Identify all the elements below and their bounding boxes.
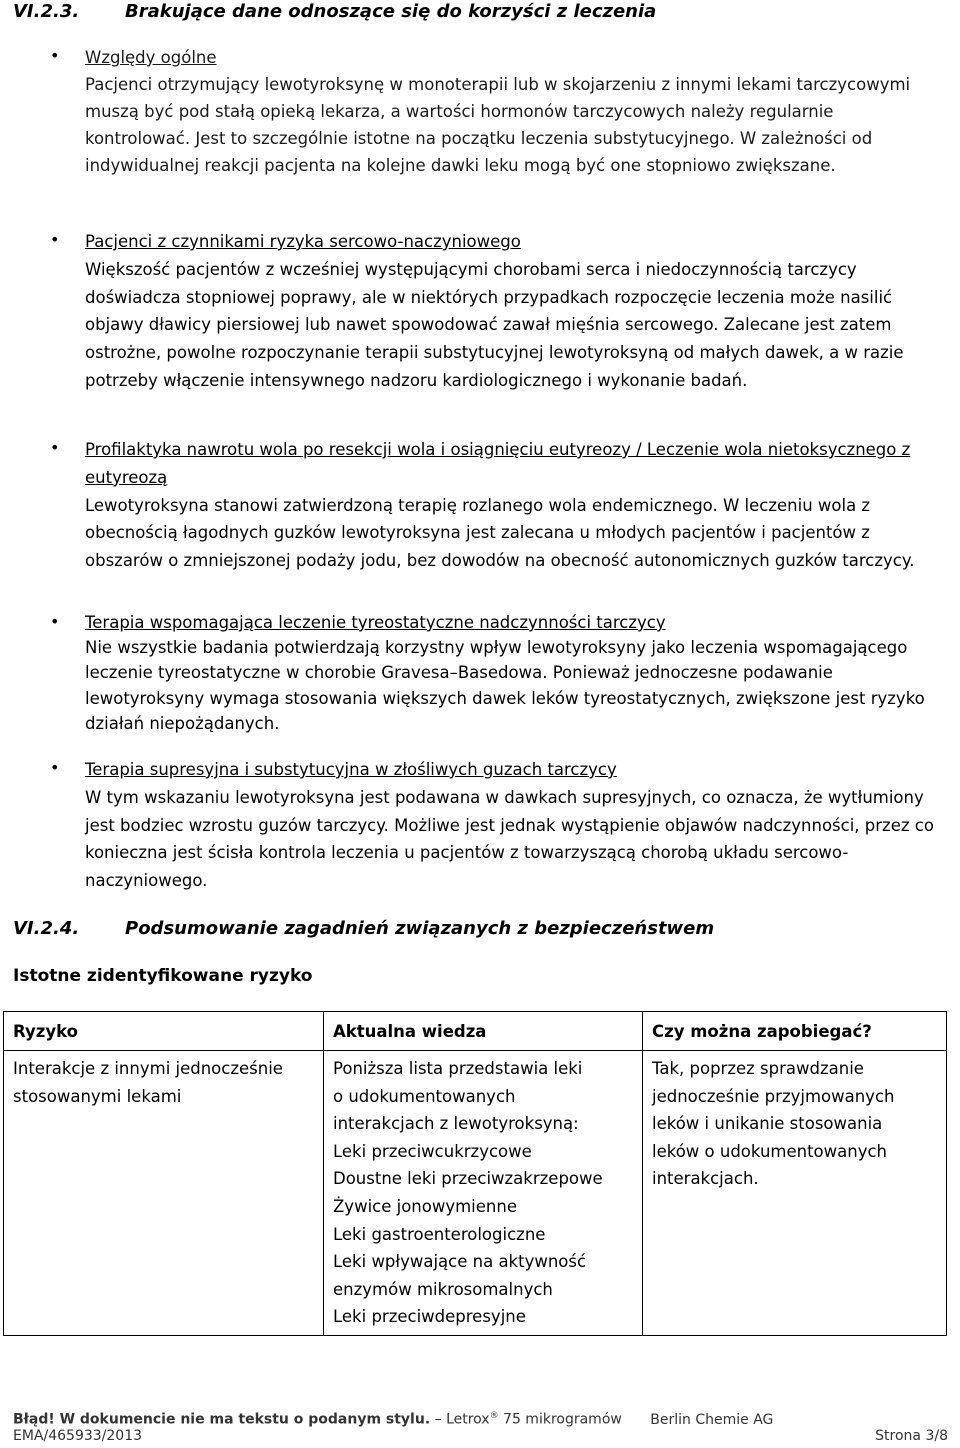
cell-line: interakcjach z lewotyroksyną:	[333, 1114, 579, 1134]
footer-line-2	[13, 1428, 948, 1444]
cell-line: Leki gastroenterologiczne	[333, 1224, 546, 1244]
bullet-heading: Terapia supresyjna i substytucyjna w złośliwych guzach tarczycy	[85, 760, 617, 779]
bullet-text: W tym wskazaniu lewotyroksyna jest podawana w dawkach supresyjnych, co oznacza, że wytłumiony jest bodziec wzrostu guzów tarczycy. Możliwe jest jednak wystąpienie objawów nadczynności, przez co konieczna jest ścisła kontrola leczenia u pacjentów z towarzyszącą chorobą układu sercowo-naczyniowego.	[85, 787, 934, 891]
column-header-prevention: Czy można zapobiegać?	[643, 1012, 947, 1051]
cell-line: jednocześnie przyjmowanych	[652, 1086, 895, 1106]
cell-knowledge	[324, 1051, 643, 1336]
cell-line: stosowanymi lekami	[13, 1086, 182, 1106]
bullet-icon: •	[50, 230, 60, 249]
cell-line: Poniższa lista przedstawia leki	[333, 1059, 583, 1078]
table-header-row	[4, 1012, 947, 1051]
cell-line: Doustne leki przeciwzakrzepowe	[333, 1169, 603, 1189]
cell-line: Leki przeciwcukrzycowe	[333, 1141, 532, 1161]
cell-line: Interakcje z innymi jednocześnie	[13, 1059, 283, 1078]
bullet-icon: •	[50, 438, 60, 457]
bullet-icon: •	[50, 46, 60, 65]
cell-line: Żywice jonowymienne	[333, 1196, 517, 1216]
footer-dose: 75 mikrogramów	[503, 1411, 622, 1428]
cell-prevention	[643, 1051, 947, 1336]
cell-line: enzymów mikrosomalnych	[333, 1279, 553, 1299]
bullet-icon: •	[50, 758, 60, 777]
bullet-heading: Profilaktyka nawrotu wola po resekcji wola i osiągnięciu eutyreozy / Leczenie wola nietoksycznego z eutyreozą	[85, 440, 911, 487]
cell-line: Leki wpływające na aktywność	[333, 1252, 587, 1272]
bullet-text: Nie wszystkie badania potwierdzają korzystny wpływ lewotyroksyny jako leczenia wspomagającego leczenie tyreostatyczne w chorobie Gravesa–Basedowa. Ponieważ jednoczesne podawanie lewotyroksyny wymaga stosowania większych dawek leków tyreostatycznych, zwiększone jest ryzyko działań niepożądanych.	[85, 638, 925, 733]
section-number: VI.2.4.	[13, 918, 80, 939]
column-header-risk: Ryzyko	[4, 1012, 324, 1051]
registered-mark: ®	[489, 1411, 499, 1421]
risks-heading: Istotne zidentyfikowane ryzyko	[13, 966, 313, 986]
risk-table	[3, 1011, 947, 1336]
bullet-heading: Względy ogólne	[85, 48, 217, 67]
bullet-heading: Terapia wspomagająca leczenie tyreostatyczne nadczynności tarczycy	[85, 613, 666, 632]
footer-product: Letrox	[446, 1411, 490, 1428]
footer-page-number: Strona 3/8	[875, 1428, 948, 1444]
section-title: Brakujące dane odnoszące się do korzyści z leczenia	[125, 1, 657, 22]
footer-company: Berlin Chemie AG	[650, 1411, 774, 1428]
section-heading-safety	[13, 918, 714, 939]
section-title: Podsumowanie zagadnień związanych z bezpieczeństwem	[125, 918, 715, 939]
cell-line: interakcjach.	[652, 1169, 759, 1189]
cell-line: leków o udokumentowanych	[652, 1141, 888, 1161]
bullet-text: Pacjenci otrzymujący lewotyroksynę w monoterapii lub w skojarzeniu z innymi lekami tarczycowymi muszą być pod stałą opieką lekarza, a wartości hormonów tarczycowych należy regularnie kontrolować. Jest to szczególnie istotne na początku leczenia substytucyjnego. W zależności od indywidualnej reakcji pacjenta na kolejne dawki leku mogą być one stopniowo zwiększane.	[85, 75, 911, 175]
bullet-text: Lewotyroksyna stanowi zatwierdzoną terapię rozlanego wola endemicznego. W leczeniu wola z obecnością łagodnych guzków lewotyroksyna jest zalecana u młodych pacjentów i pacjentów z obszarów o zmniejszonej podaży jodu, bez dowodów na obecność autonomicznych guzków tarczycy.	[85, 495, 915, 571]
cell-line: Leki przeciwdepresyjne	[333, 1307, 526, 1327]
cell-line: Tak, poprzez sprawdzanie	[652, 1059, 864, 1078]
footer-doc-id: EMA/465933/2013	[13, 1428, 143, 1444]
section-heading-benefits	[13, 1, 656, 22]
cell-line: leków i unikanie stosowania	[652, 1114, 883, 1134]
footer-error-text: Błąd! W dokumencie nie ma tekstu o podanym stylu.	[13, 1411, 431, 1428]
footer-line-1	[13, 1411, 948, 1428]
section-number: VI.2.3.	[13, 1, 80, 22]
cell-risk	[4, 1051, 324, 1336]
column-header-knowledge: Aktualna wiedza	[324, 1012, 643, 1051]
table-row	[4, 1051, 947, 1336]
bullet-icon: •	[50, 612, 60, 631]
bullet-text: Większość pacjentów z wcześniej występującymi chorobami serca i niedoczynnością tarczycy doświadcza stopniowej poprawy, ale w niektórych przypadkach rozpoczęcie leczenia może nasilić objawy dławicy piersiowej lub nawet spowodować zawał mięśnia sercowego. Zalecane jest zatem ostrożne, powolne rozpoczynanie terapii substytucyjnej lewotyroksyną od małych dawek, a w razie potrzeby włączenie intensywnego nadzoru kardiologicznego i wykonanie badań.	[85, 259, 904, 390]
cell-line: o udokumentowanych	[333, 1086, 516, 1106]
bullet-heading: Pacjenci z czynnikami ryzyka sercowo-naczyniowego	[85, 232, 521, 251]
footer-dash: –	[434, 1411, 442, 1428]
